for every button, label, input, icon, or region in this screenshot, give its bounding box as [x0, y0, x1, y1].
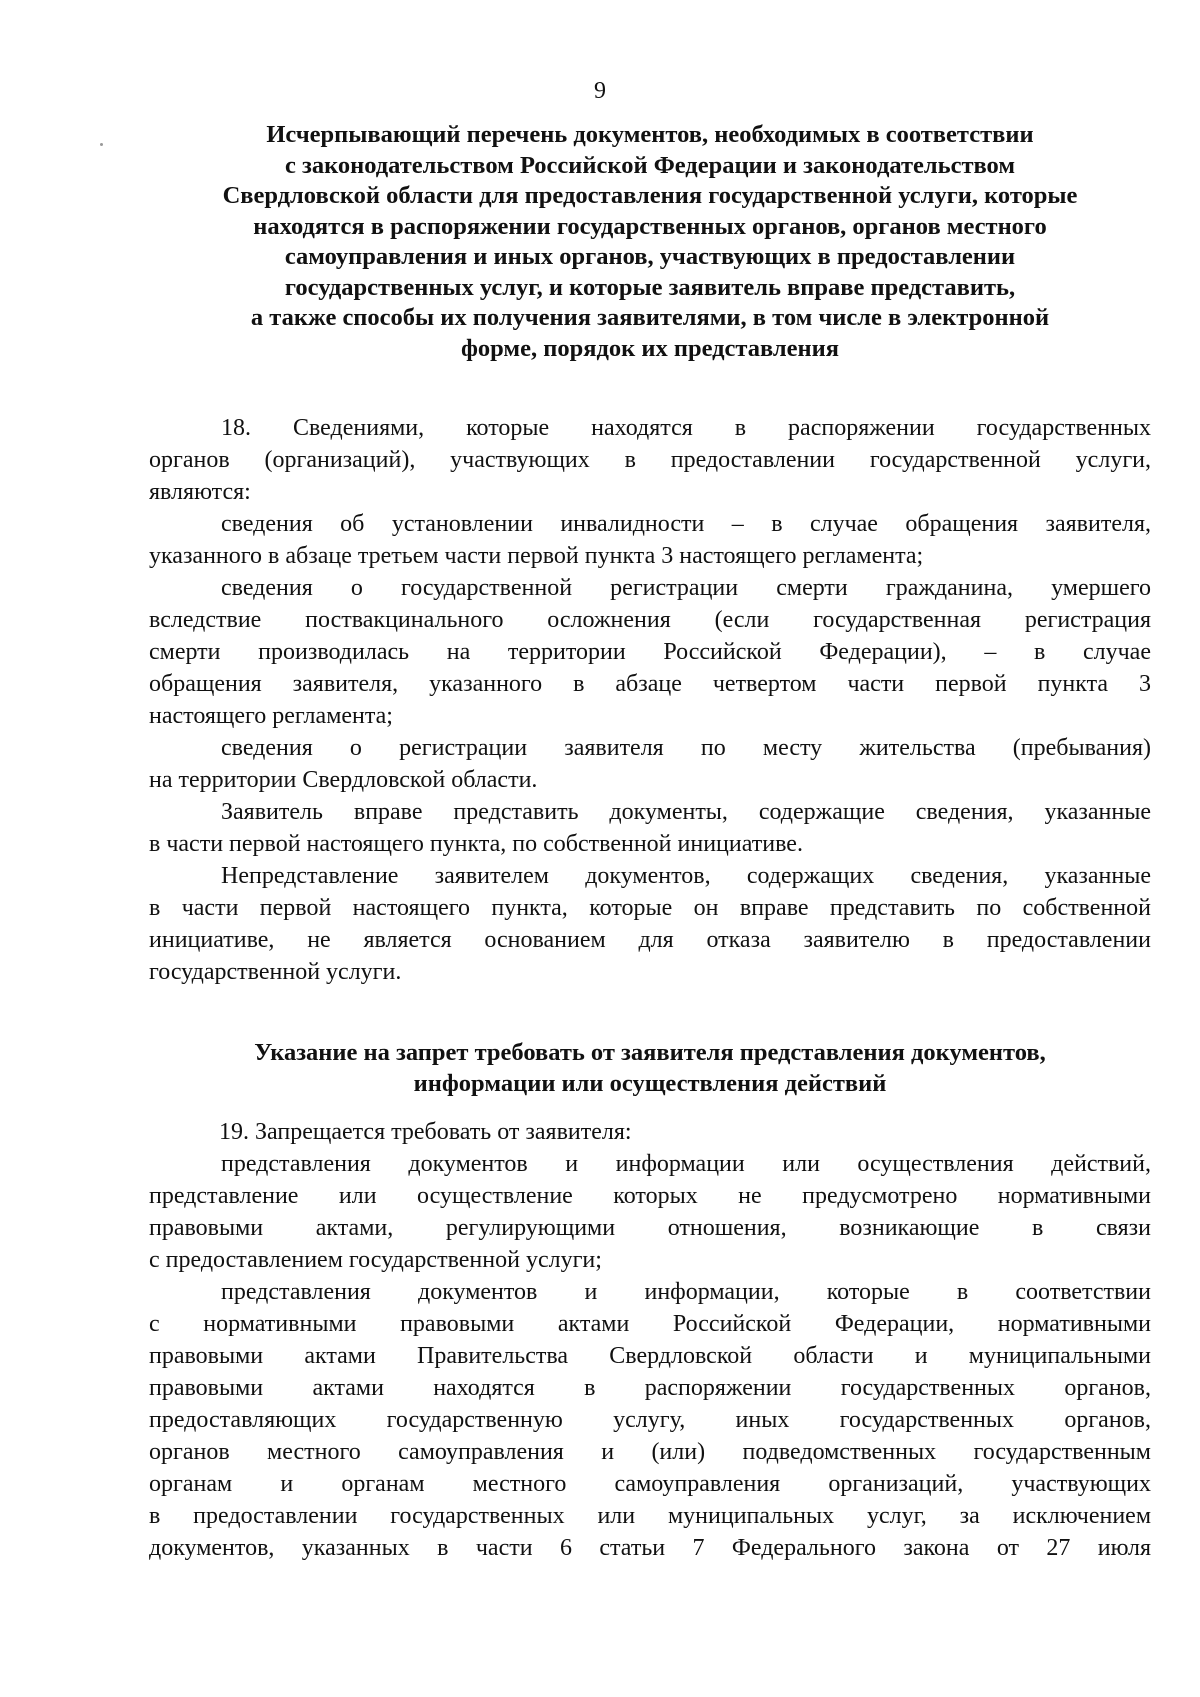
- text-line: в части первой настоящего пункта, по собственной инициативе.: [149, 831, 803, 857]
- text-line: сведения об установлении инвалидности – в случае обращения заявителя,: [221, 511, 1151, 537]
- text-line: государственной услуги.: [149, 959, 402, 985]
- heading-line: государственных услуг, и которые заявитель вправе представить,: [284, 273, 1016, 301]
- text-line: представления документов и информации, которые в соответствии: [221, 1279, 1151, 1305]
- heading-line: а также способы их получения заявителями, в том числе в электронной: [250, 304, 1050, 331]
- text-line: 19. Запрещается требовать от заявителя:: [219, 1119, 632, 1145]
- heading-line: Исчерпывающий перечень документов, необходимых в соответствии: [266, 121, 1034, 148]
- text-line: на территории Свердловской области.: [149, 767, 538, 793]
- text-line: Заявитель вправе представить документы, содержащие сведения, указанные: [221, 799, 1151, 825]
- text-line: обращения заявителя, указанного в абзаце четвертом части первой пункта 3: [149, 671, 1151, 697]
- text-line: правовыми актами, регулирующими отношения, возникающие в связи: [149, 1215, 1151, 1241]
- paragraph-19: [149, 1116, 1151, 1148]
- heading-line: находятся в распоряжении государственных органов, органов местного: [253, 212, 1047, 240]
- text-line: указанного в абзаце третьем части первой пункта 3 настоящего регламента;: [149, 543, 924, 569]
- text-line: вследствие поствакцинального осложнения (если государственная регистрация: [149, 607, 1151, 633]
- text-line: настоящего регламента;: [149, 703, 393, 729]
- text-line: органов местного самоуправления и (или) подведомственных государственным: [149, 1439, 1151, 1465]
- text-line: в части первой настоящего пункта, которые он вправе представить по собственной: [149, 895, 1151, 921]
- text-line: инициативе, не является основанием для отказа заявителю в предоставлении: [149, 927, 1151, 953]
- paragraph-18: [149, 412, 1151, 508]
- text-line: сведения о регистрации заявителя по месту жительства (пребывания): [221, 735, 1151, 761]
- text-line: Непредставление заявителем документов, содержащих сведения, указанные: [221, 863, 1151, 889]
- text-line: в предоставлении государственных или муниципальных услуг, за исключением: [149, 1503, 1151, 1529]
- heading-line: форме, порядок их представления: [460, 334, 840, 362]
- text-line: правовыми актами Правительства Свердловской области и муниципальными: [149, 1343, 1151, 1369]
- list-item-death-registration: [149, 572, 1151, 732]
- list-item-disability: [149, 508, 1151, 572]
- section-heading-document-list: [150, 120, 1150, 364]
- text-line: с нормативными правовыми актами Российской Федерации, нормативными: [149, 1311, 1151, 1337]
- heading-line: с законодательством Российской Федерации и законодательством: [284, 151, 1016, 179]
- text-line: правовыми актами находятся в распоряжении государственных органов,: [149, 1375, 1151, 1401]
- text-line: органов (организаций), участвующих в предоставлении государственной услуги,: [149, 447, 1151, 473]
- scan-speck: [100, 143, 103, 146]
- text-line: сведения о государственной регистрации смерти гражданина, умершего: [221, 575, 1151, 601]
- text-line: с предоставлением государственной услуги;: [149, 1247, 602, 1273]
- text-line: предоставляющих государственную услугу, иных государственных органов,: [149, 1407, 1151, 1433]
- text-line: документов, указанных в части 6 статьи 7 Федерального закона от 27 июля: [149, 1535, 1151, 1561]
- list-item-documents-held-by-agencies: [149, 1276, 1151, 1564]
- page-number: 9: [594, 78, 606, 104]
- text-line: представления документов и информации или осуществления действий,: [221, 1151, 1151, 1177]
- section-heading-prohibition: [150, 1038, 1150, 1099]
- heading-line: Указание на запрет требовать от заявителя представления документов,: [254, 1039, 1046, 1066]
- text-line: представление или осуществление которых не предусмотрено нормативными: [149, 1183, 1151, 1209]
- text-line: являются:: [149, 479, 251, 505]
- paragraph-nonsubmission: [149, 860, 1151, 988]
- paragraph-applicant-right: [149, 796, 1151, 860]
- list-item-residence-registration: [149, 732, 1151, 796]
- heading-line: самоуправления и иных органов, участвующих в предоставлении: [284, 243, 1016, 270]
- text-line: смерти производилась на территории Российской Федерации), – в случае: [149, 639, 1151, 665]
- text-line: 18. Сведениями, которые находятся в распоряжении государственных: [221, 415, 1151, 441]
- text-line: органам и органам местного самоуправления организаций, участвующих: [149, 1471, 1151, 1497]
- heading-line: Свердловской области для предоставления государственной услуги, которые: [222, 182, 1078, 209]
- heading-line: информации или осуществления действий: [413, 1069, 887, 1097]
- list-item-unregulated-documents: [149, 1148, 1151, 1276]
